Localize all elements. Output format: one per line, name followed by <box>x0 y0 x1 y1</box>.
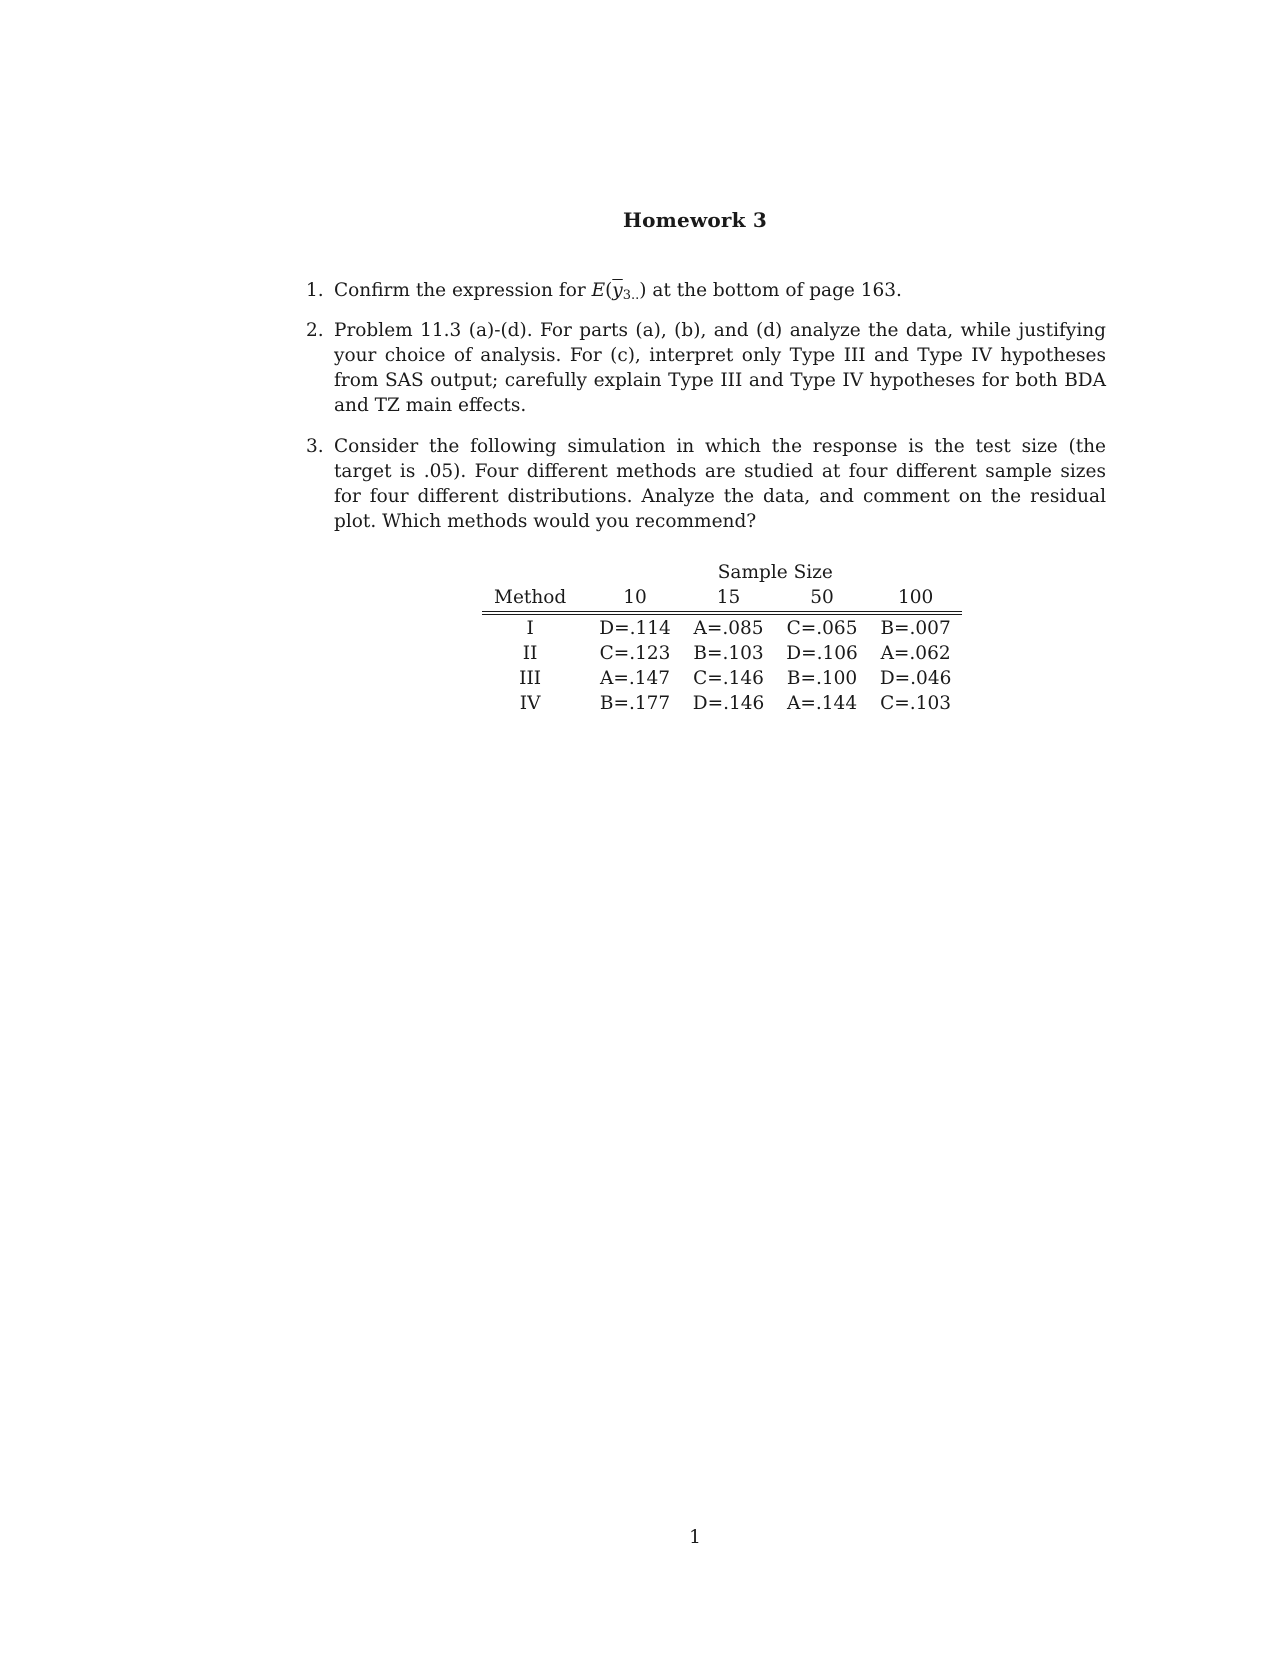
math-paren-open: ( <box>605 280 613 301</box>
problem-text: Problem 11.3 (a)-(d). For parts (a), (b), and (d) analyze the data, while justifying your choice of analysis. For (c), interpret only Type III and Type IV hypotheses from SAS output; carefully explain Type III and Type IV hypotheses for both BDA and TZ main effects. <box>334 320 1106 416</box>
method-label: II <box>522 643 538 664</box>
problem-text-segment: Confirm the expression for <box>334 280 592 301</box>
table-cell: A=.085 <box>693 618 764 639</box>
problem-text-segment: at the bottom of page 163. <box>646 280 902 301</box>
problem-1 <box>306 278 1106 308</box>
table-corner <box>482 560 588 585</box>
table-row <box>482 641 962 666</box>
problem-3 <box>306 434 1106 534</box>
math-paren-close: ) <box>639 280 647 301</box>
row-header: Method <box>482 585 588 613</box>
page-title: Homework 3 <box>623 208 767 232</box>
table-cell: D=.146 <box>692 693 765 714</box>
math-expectation: E <box>591 280 606 301</box>
problem-number: 2. <box>306 320 324 341</box>
method-label: IV <box>519 693 541 714</box>
table-cell: D=.046 <box>879 668 952 689</box>
table-cell: B=.103 <box>693 643 764 664</box>
problem-text: Consider the following simulation in which the response is the test size (the target is .05). Four different methods are studied at four different sample sizes for four different distributions. Analyze the data, and comment on the residual plot. Which methods would you recommend? <box>334 436 1106 532</box>
table-row <box>482 613 962 641</box>
page-number: 1 <box>689 1527 701 1548</box>
table-cell: B=.100 <box>786 668 858 689</box>
math-y-bar: $\overline{y}$ <box>612 280 623 301</box>
table-cell: C=.146 <box>693 668 764 689</box>
problem-number: 3. <box>306 436 324 457</box>
table-cell: B=.177 <box>599 693 671 714</box>
table-cell: D=.106 <box>786 643 858 664</box>
table-cell: C=.065 <box>786 618 858 639</box>
table-cell: C=.103 <box>880 693 952 714</box>
table-row <box>482 691 962 716</box>
column-header: 50 <box>775 585 869 613</box>
table-cell: A=.147 <box>599 668 671 689</box>
problem-text <box>334 278 1106 308</box>
table-cell: A=.144 <box>787 693 858 714</box>
math-subscript: 3.. <box>622 288 640 303</box>
problem-2 <box>306 318 1106 418</box>
method-label: III <box>519 668 542 689</box>
table-cell: D=.114 <box>599 618 671 639</box>
method-label: I <box>526 618 534 639</box>
simulation-table <box>482 560 962 716</box>
table-cell: A=.062 <box>880 643 951 664</box>
column-header: 15 <box>682 585 776 613</box>
table-row <box>482 666 962 691</box>
group-header: Sample Size <box>717 562 833 583</box>
column-header: 100 <box>869 585 963 613</box>
column-header: 10 <box>588 585 682 613</box>
table-cell: C=.123 <box>599 643 671 664</box>
problem-number: 1. <box>306 280 324 301</box>
table-cell: B=.007 <box>880 618 951 639</box>
